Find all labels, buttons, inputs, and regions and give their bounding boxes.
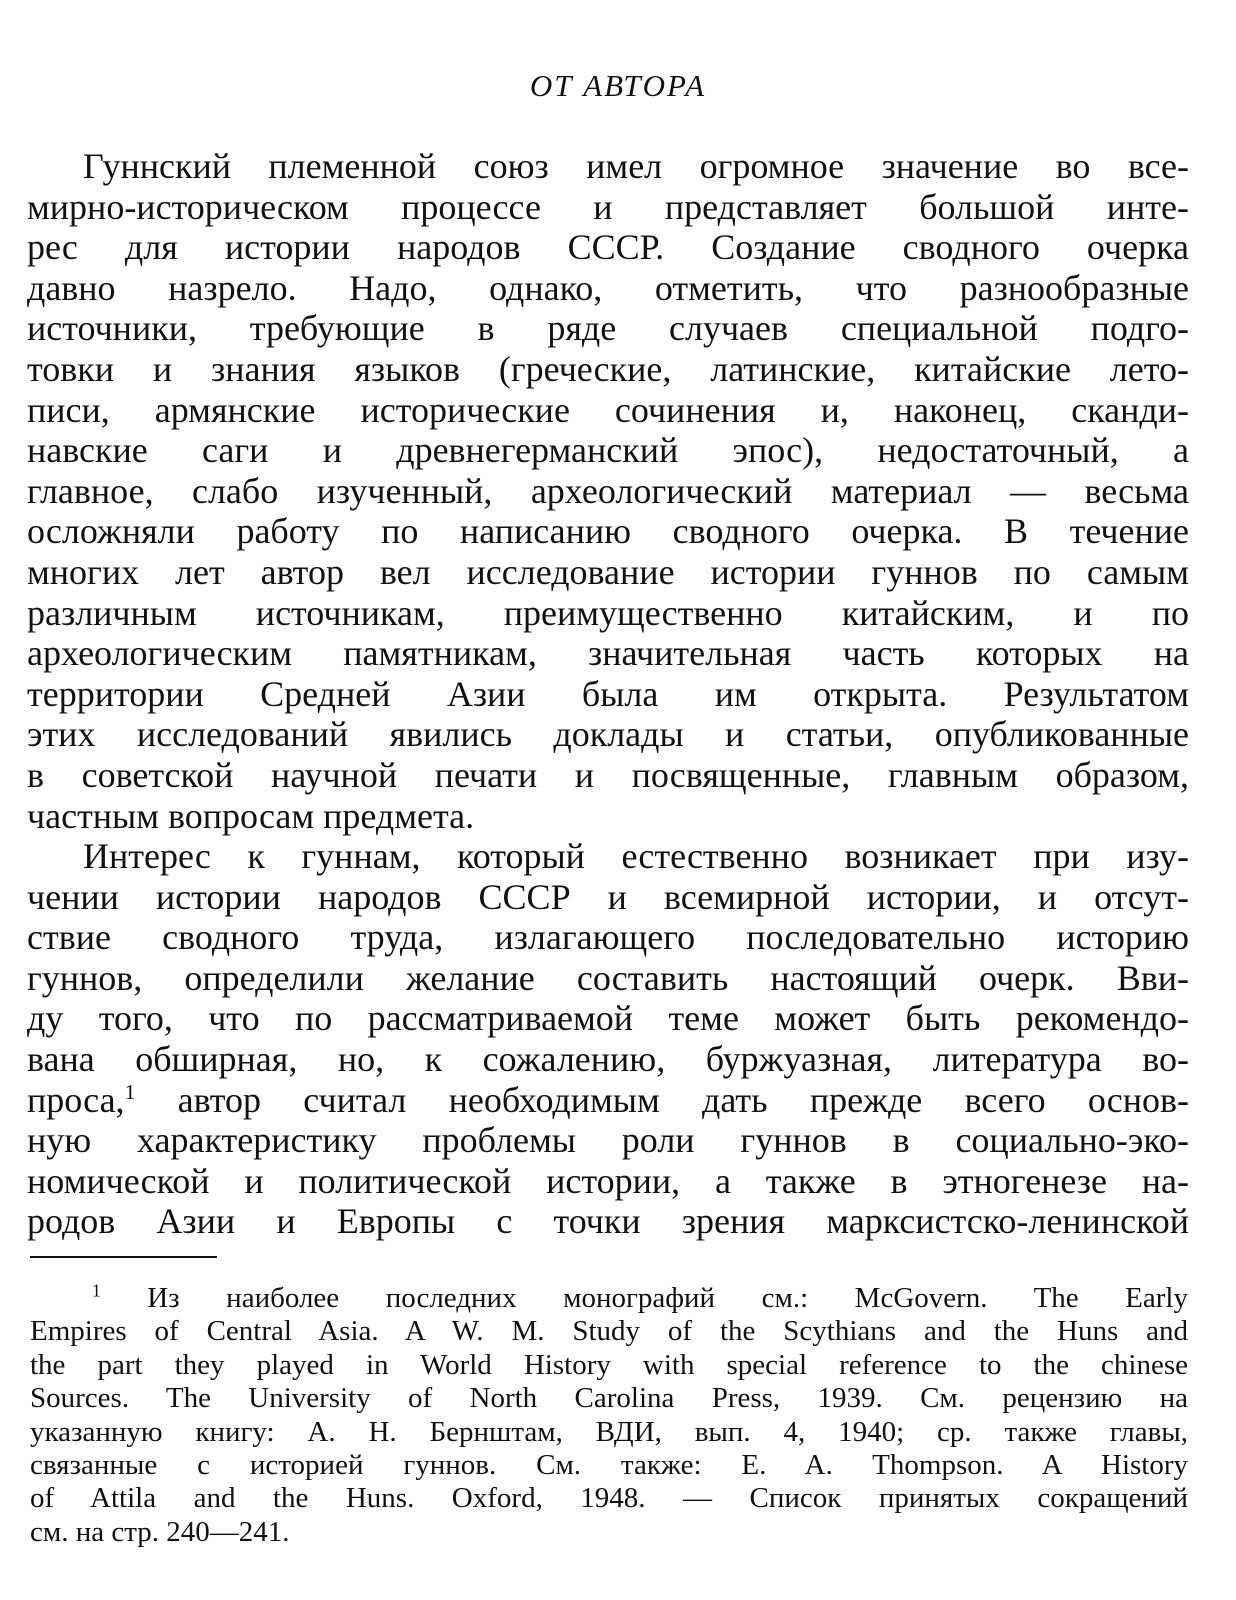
footnote-line: Empires of Central Asia. A W. M. Study of the Scythians and the Huns and — [30, 1315, 1188, 1348]
footnote-line: of Attila and the Huns. Oxford, 1948. — Список принятых сокращений — [30, 1482, 1188, 1515]
text-line: чении истории народов СССР и всемирной истории, и отсут- — [27, 876, 1189, 917]
text-line: родов Азии и Европы с точки зрения марксистско-ленинской — [27, 1201, 1189, 1242]
text-line: номической и политической истории, а также в этногенезе на- — [27, 1160, 1189, 1201]
note-line-start: проса, — [27, 1079, 125, 1120]
text-line: многих лет автор вел исследование истории гуннов по самым — [27, 551, 1189, 592]
footnote-line-text: Из наиболее последних монографий см.: McGovern. The Early — [100, 1282, 1188, 1314]
text-line: товки и знания языков (греческие, латинские, китайские лето- — [27, 348, 1189, 389]
text-line: ную характеристику проблемы роли гуннов в социально-эко- — [27, 1120, 1189, 1161]
text-line: главное, слабо изученный, археологический материал — весьма — [27, 470, 1189, 511]
page-heading: ОТ АВТОРА — [529, 68, 707, 103]
footnote-line: указанную книгу: А. Н. Бернштам, ВДИ, вып. 4, 1940; ср. также главы, — [30, 1415, 1188, 1448]
text-line: гуннов, определили желание составить настоящий очерк. Вви- — [27, 957, 1189, 998]
main-text — [27, 146, 1189, 1242]
note-line-end: автор считал необходимым дать прежде всего основ- — [135, 1079, 1189, 1120]
text-line: рес для истории народов СССР. Создание сводного очерка — [27, 227, 1189, 268]
text-line: территории Средней Азии была им открыта. Результатом — [27, 673, 1189, 714]
text-line: писи, армянские исторические сочинения и, наконец, сканди- — [27, 389, 1189, 430]
text-line: частным вопросам предмета. — [27, 795, 475, 836]
footnote — [30, 1282, 1188, 1549]
text-line: осложняли работу по написанию сводного очерка. В течение — [27, 511, 1189, 552]
text-line: этих исследований явились доклады и статьи, опубликованные — [27, 714, 1189, 755]
footnote-line: связанные с историей гуннов. См. также: E. A. Thompson. A History — [30, 1448, 1188, 1481]
text-line: ствие сводного труда, излагающего последовательно историю — [27, 917, 1189, 958]
text-line: источники, требующие в ряде случаев специальной подго- — [27, 308, 1189, 349]
text-line: вана обширная, но, к сожалению, буржуазная, литература во- — [27, 1039, 1189, 1080]
text-line: навские саги и древнегерманский эпос), недостаточный, а — [27, 430, 1189, 471]
text-line: Гуннский племенной союз имел огромное значение во все- — [83, 146, 1189, 186]
text-line-with-note — [27, 1080, 1189, 1121]
footnote-line — [30, 1282, 1188, 1315]
footnote-line: Sources. The University of North Carolina Press, 1939. См. рецензию на — [30, 1382, 1188, 1415]
footnote-line: the part they played in World History with special reference to the chinese — [30, 1348, 1188, 1381]
footnote-marker: 1 — [92, 1282, 101, 1301]
footnote-line: см. на стр. 240—241. — [30, 1515, 290, 1548]
text-line: археологическим памятникам, значительная часть которых на — [27, 633, 1189, 674]
footnote-reference[interactable]: 1 — [124, 1079, 136, 1104]
text-line: мирно-историческом процессе и представляет большой инте- — [27, 186, 1189, 227]
text-line: ду того, что по рассматриваемой теме может быть рекомендо- — [27, 998, 1189, 1039]
text-line: в советской научной печати и посвященные, главным образом, — [27, 754, 1189, 795]
footnote-divider — [30, 1256, 217, 1258]
text-line: различным источникам, преимущественно китайским, и по — [27, 592, 1189, 633]
text-line: давно назрело. Надо, однако, отметить, что разнообразные — [27, 267, 1189, 308]
text-line: Интерес к гуннам, который естественно возникает при изу- — [83, 836, 1189, 877]
